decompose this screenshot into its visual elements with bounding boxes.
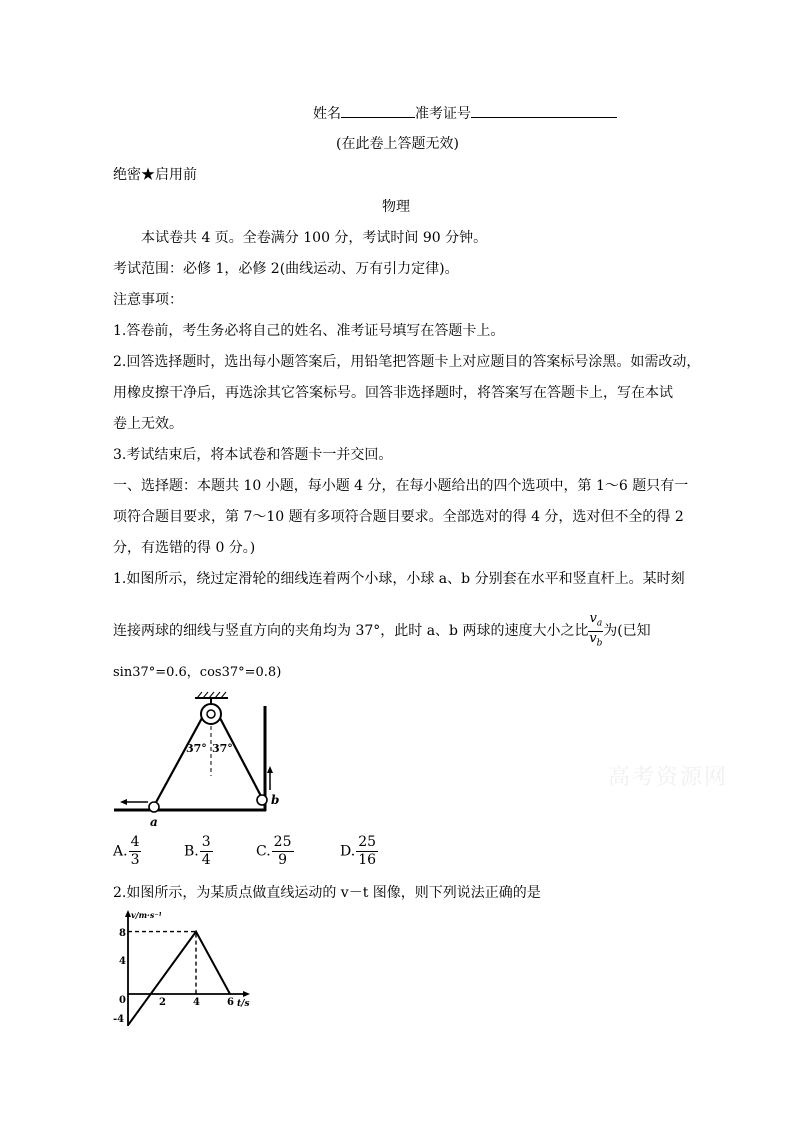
y-axis-label: v/m·s⁻¹: [131, 910, 163, 920]
option-c-num: 25: [273, 834, 292, 850]
section-line-2: 项符合题目要求，第 7～10 题有多项符合题目要求。全部选对的得 4 分，选对但不全的得 2: [113, 509, 684, 525]
option-d-num: 25: [358, 834, 377, 850]
invalid-note: (在此卷上答题无效): [336, 136, 459, 152]
y-tick-neg4: -4: [113, 1014, 125, 1025]
option-b-letter: B.: [184, 843, 199, 860]
x-tick-6: 6: [227, 997, 234, 1008]
y-tick-8: 8: [119, 928, 126, 939]
dashed-series-line: [128, 932, 196, 994]
watermark: 高考资源网: [608, 765, 729, 790]
option-a: [113, 834, 142, 869]
option-d-fraction: [356, 834, 378, 869]
velocity-ratio: [588, 612, 603, 650]
q1-line-3: sin37°=0.6，cos37°=0.8): [113, 665, 282, 680]
angle-label-left: 37°: [186, 742, 207, 755]
solid-series-line: [128, 932, 230, 1026]
notes-title: 注意事项：: [113, 292, 183, 308]
ball-a-label: a: [150, 815, 158, 829]
option-b-den: 4: [201, 852, 211, 868]
option-a-letter: A.: [113, 843, 128, 860]
option-c-den: 9: [278, 852, 288, 868]
pages-line: 本试卷共 4 页。全卷满分 100 分，考试时间 90 分钟。: [141, 230, 488, 246]
x-tick-4: 4: [193, 997, 200, 1008]
option-d: [340, 834, 379, 869]
ball-b-label: b: [271, 793, 280, 807]
note-3: 3.考试结束后，将本试卷和答题卡一并交回。: [113, 447, 393, 463]
option-d-den: 16: [358, 852, 377, 868]
q1-line-1: 1.如图所示，绕过定滑轮的细线连着两个小球，小球 a、b 分别套在水平和竖直杆上。某时刻: [113, 571, 685, 587]
id-label: 准考证号: [415, 106, 471, 122]
note-2b: 用橡皮擦干净后，再选涂其它答案标号。回答非选择题时，将答案写在答题卡上，写在本试: [113, 385, 673, 401]
secret-tag: 绝密★启用前: [113, 167, 197, 183]
vt-graph: [110, 908, 260, 1028]
velocity-arrowhead-a: [120, 799, 127, 805]
x-axis-label: t/s: [237, 999, 250, 1009]
option-a-den: 3: [130, 852, 140, 868]
option-b-fraction: [200, 834, 213, 869]
note-2c: 卷上无效。: [113, 416, 183, 432]
option-d-letter: D.: [340, 843, 356, 860]
y-tick-0: 0: [119, 995, 126, 1006]
ball-b: [257, 795, 267, 805]
section-line-1: 一、选择题：本题共 10 小题，每小题 4 分，在每小题给出的四个选项中，第 1～6 题只有一: [113, 478, 689, 494]
option-b-num: 3: [201, 834, 211, 850]
velocity-arrowhead-b: [267, 766, 273, 773]
subject-title: 物理: [382, 199, 410, 215]
name-label: 姓名: [313, 106, 341, 122]
name-blank: [341, 103, 415, 118]
y-tick-4: 4: [119, 956, 126, 967]
option-c-fraction: [272, 834, 294, 869]
name-field: [313, 103, 617, 124]
option-a-fraction: [129, 834, 142, 869]
q1-line-2-post: 为(已知: [603, 623, 651, 640]
section-line-3: 分，有选错的得 0 分。): [113, 540, 256, 556]
q2-line-1: 2.如图所示，为某质点做直线运动的 v－t 图像，则下列说法正确的是: [113, 885, 541, 901]
option-b: [184, 834, 214, 869]
string-a: [154, 718, 202, 806]
ratio-den-sub: b: [596, 638, 603, 649]
x-tick-2: 2: [159, 997, 166, 1008]
scope-line: 考试范围：必修 1，必修 2(曲线运动、万有引力定律)。: [113, 261, 459, 277]
option-c-letter: C.: [256, 843, 271, 860]
ball-a: [149, 802, 159, 812]
q1-line-2: [113, 612, 651, 650]
pulley-axle: [207, 710, 215, 718]
angle-label-right: 37°: [212, 742, 233, 755]
x-axis-arrow: [243, 991, 250, 997]
id-blank: [471, 103, 617, 118]
option-a-num: 4: [130, 834, 140, 850]
pulley-figure: [110, 690, 290, 830]
note-1: 1.答卷前，考生务必将自己的姓名、准考证号填写在答题卡上。: [113, 323, 505, 339]
string-b: [220, 718, 262, 798]
ratio-num-sub: a: [596, 618, 603, 629]
q1-line-2-pre: 连接两球的细线与竖直方向的夹角均为 37°，此时 a、b 两球的速度大小之比: [113, 623, 589, 640]
option-c: [256, 834, 295, 869]
ratio-num: v: [589, 611, 597, 626]
note-2a: 2.回答选择题时，选出每小题答案后，用铅笔把答题卡上对应题目的答案标号涂黑。如需改动，: [113, 354, 701, 370]
ratio-den: v: [589, 630, 597, 646]
